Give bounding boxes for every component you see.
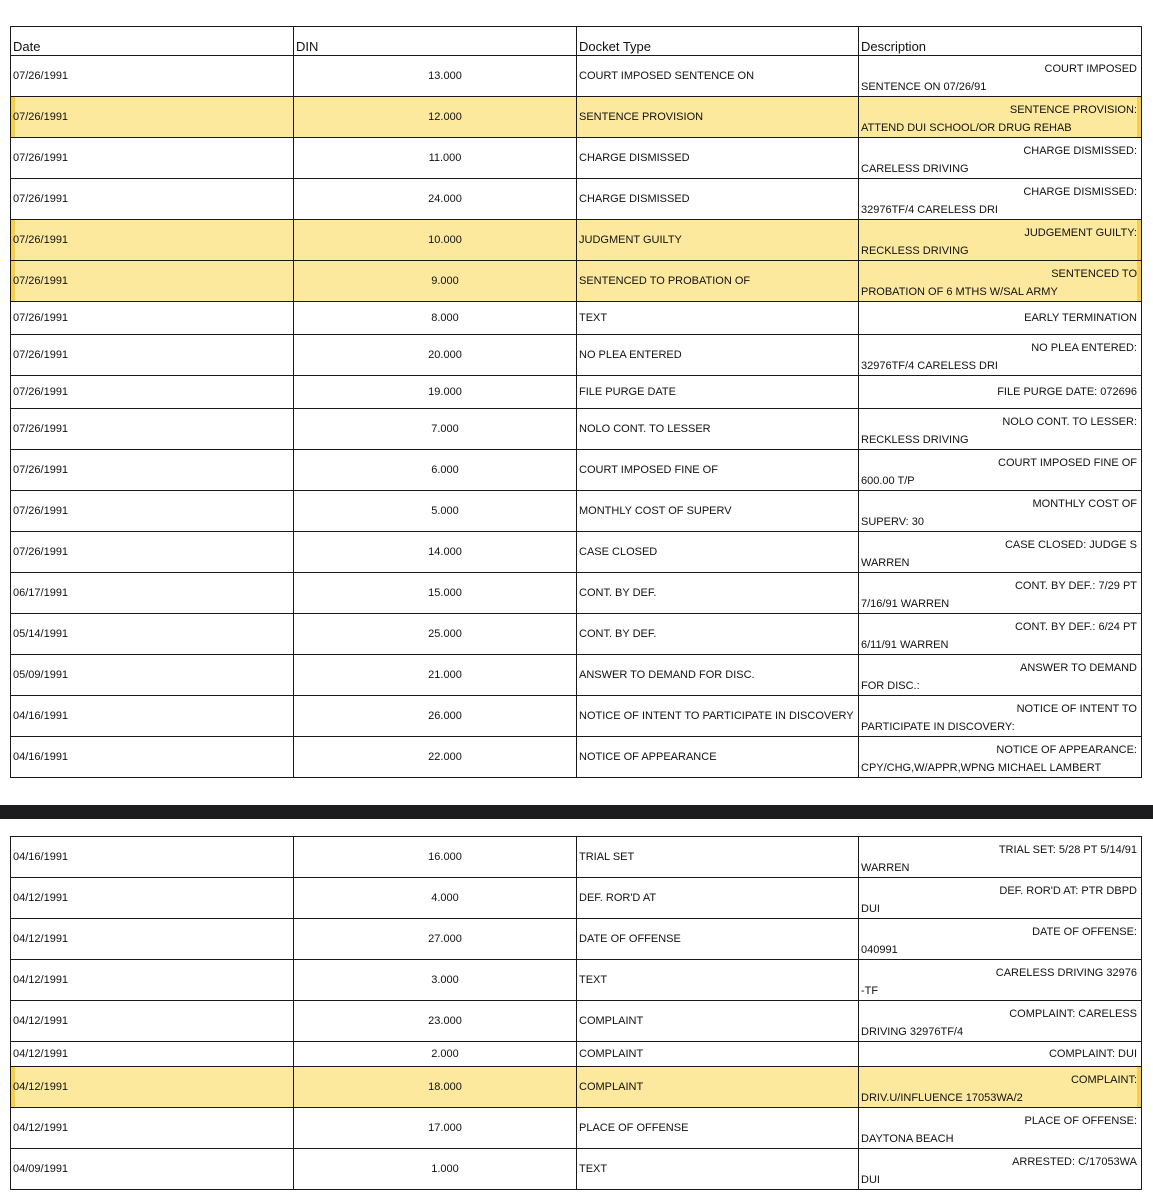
cell-description <box>859 1001 1142 1042</box>
cell-description <box>859 960 1142 1001</box>
cell-din: 4.000 <box>294 878 577 919</box>
cell-din: 3.000 <box>294 960 577 1001</box>
description-line-2: PARTICIPATE IN DISCOVERY: <box>861 721 1015 733</box>
cell-docket-type: COURT IMPOSED FINE OF <box>577 450 859 491</box>
table-row[interactable] <box>11 450 1142 491</box>
cell-docket-type: CHARGE DISMISSED <box>577 138 859 179</box>
cell-date: 04/12/1991 <box>11 960 294 1001</box>
description-line-1: COURT IMPOSED <box>1044 63 1137 75</box>
description-line-2: 32976TF/4 CARELESS DRI <box>861 204 998 216</box>
description-line-1: FILE PURGE DATE: 072696 <box>997 386 1137 398</box>
docket-table-page-2 <box>10 836 1141 1190</box>
cell-docket-type: COMPLAINT <box>577 1067 859 1108</box>
cell-description <box>859 220 1142 261</box>
description-line-2: WARREN <box>861 557 910 569</box>
description-line-2: DAYTONA BEACH <box>861 1133 954 1145</box>
table-body <box>11 837 1142 1190</box>
cell-din: 9.000 <box>294 261 577 302</box>
cell-din: 6.000 <box>294 450 577 491</box>
cell-description <box>859 376 1142 409</box>
cell-date: 07/26/1991 <box>11 302 294 335</box>
cell-date: 07/26/1991 <box>11 56 294 97</box>
description-line-2: 32976TF/4 CARELESS DRI <box>861 360 998 372</box>
description-line-1: SENTENCE PROVISION: <box>1009 104 1137 116</box>
cell-docket-type: NO PLEA ENTERED <box>577 335 859 376</box>
table-row[interactable] <box>11 1001 1142 1042</box>
cell-date: 06/17/1991 <box>11 573 294 614</box>
description-line-1: COURT IMPOSED FINE OF <box>998 457 1137 469</box>
cell-din: 27.000 <box>294 919 577 960</box>
cell-din: 21.000 <box>294 655 577 696</box>
cell-description <box>859 1042 1142 1067</box>
table-row[interactable] <box>11 1108 1142 1149</box>
cell-date: 04/16/1991 <box>11 737 294 778</box>
cell-date: 07/26/1991 <box>11 335 294 376</box>
cell-docket-type: CONT. BY DEF. <box>577 614 859 655</box>
cell-description <box>859 450 1142 491</box>
header-din[interactable]: DIN <box>294 27 577 56</box>
cell-date: 05/14/1991 <box>11 614 294 655</box>
cell-description <box>859 491 1142 532</box>
cell-docket-type: COMPLAINT <box>577 1042 859 1067</box>
cell-din: 16.000 <box>294 837 577 878</box>
cell-docket-type: CHARGE DISMISSED <box>577 179 859 220</box>
description-line-2: SUPERV: 30 <box>861 516 924 528</box>
cell-din: 24.000 <box>294 179 577 220</box>
cell-description <box>859 138 1142 179</box>
cell-din: 2.000 <box>294 1042 577 1067</box>
description-line-1: CONT. BY DEF.: 6/24 PT <box>1014 621 1137 633</box>
description-line-1: CARELESS DRIVING 32976 <box>995 967 1137 979</box>
cell-din: 20.000 <box>294 335 577 376</box>
table-row[interactable] <box>11 376 1142 409</box>
table-header-row <box>11 27 1142 56</box>
cell-date: 04/12/1991 <box>11 1042 294 1067</box>
cell-date: 04/12/1991 <box>11 1108 294 1149</box>
description-line-1: DEF. ROR'D AT: PTR DBPD <box>999 885 1137 897</box>
docket-table-page-1 <box>10 26 1141 778</box>
cell-din: 25.000 <box>294 614 577 655</box>
description-line-1: COMPLAINT: CARELESS <box>1009 1008 1137 1020</box>
cell-din: 1.000 <box>294 1149 577 1190</box>
cell-docket-type: SENTENCED TO PROBATION OF <box>577 261 859 302</box>
description-line-1: ARRESTED: C/17053WA <box>1012 1156 1137 1168</box>
description-line-1: COMPLAINT: DUI <box>1048 1048 1137 1060</box>
cell-din: 15.000 <box>294 573 577 614</box>
table-row[interactable] <box>11 737 1142 778</box>
cell-description <box>859 335 1142 376</box>
cell-din: 5.000 <box>294 491 577 532</box>
description-line-2: 6/11/91 WARREN <box>861 639 949 651</box>
cell-description <box>859 409 1142 450</box>
description-line-2: DUI <box>861 1174 880 1186</box>
description-line-2: DUI <box>861 903 880 915</box>
docket-table <box>10 26 1142 778</box>
description-line-2: PROBATION OF 6 MTHS W/SAL ARMY <box>861 286 1058 298</box>
cell-docket-type: CONT. BY DEF. <box>577 573 859 614</box>
description-line-2: -TF <box>861 985 879 997</box>
description-line-1: TRIAL SET: 5/28 PT 5/14/91 <box>998 844 1137 856</box>
description-line-1: CHARGE DISMISSED: <box>1023 186 1137 198</box>
cell-description <box>859 614 1142 655</box>
table-row[interactable] <box>11 1149 1142 1190</box>
description-line-1: CHARGE DISMISSED: <box>1023 145 1137 157</box>
table-row[interactable] <box>11 696 1142 737</box>
description-line-1: NOLO CONT. TO LESSER: <box>1002 416 1137 428</box>
description-line-2: WARREN <box>861 862 910 874</box>
description-line-2: DRIVING 32976TF/4 <box>861 1026 964 1038</box>
cell-din: 18.000 <box>294 1067 577 1108</box>
description-line-1: PLACE OF OFFENSE: <box>1024 1115 1137 1127</box>
cell-description <box>859 837 1142 878</box>
cell-description <box>859 655 1142 696</box>
cell-date: 05/09/1991 <box>11 655 294 696</box>
cell-din: 13.000 <box>294 56 577 97</box>
cell-description <box>859 302 1142 335</box>
cell-date: 07/26/1991 <box>11 376 294 409</box>
table-row[interactable] <box>11 878 1142 919</box>
description-line-1: NO PLEA ENTERED: <box>1031 342 1137 354</box>
page-divider <box>0 805 1153 819</box>
cell-date: 07/26/1991 <box>11 97 294 138</box>
description-line-2: RECKLESS DRIVING <box>861 245 969 257</box>
cell-date: 04/12/1991 <box>11 1067 294 1108</box>
table-body <box>11 56 1142 778</box>
cell-docket-type: DATE OF OFFENSE <box>577 919 859 960</box>
cell-din: 14.000 <box>294 532 577 573</box>
cell-docket-type: SENTENCE PROVISION <box>577 97 859 138</box>
cell-din: 10.000 <box>294 220 577 261</box>
cell-docket-type: FILE PURGE DATE <box>577 376 859 409</box>
cell-din: 8.000 <box>294 302 577 335</box>
description-line-1: COMPLAINT: <box>1070 1074 1137 1086</box>
table-row[interactable] <box>11 837 1142 878</box>
description-line-2: RECKLESS DRIVING <box>861 434 969 446</box>
table-row[interactable] <box>11 960 1142 1001</box>
description-line-1: JUDGEMENT GUILTY: <box>1024 227 1137 239</box>
cell-din: 19.000 <box>294 376 577 409</box>
cell-docket-type: COURT IMPOSED SENTENCE ON <box>577 56 859 97</box>
table-row[interactable] <box>11 409 1142 450</box>
cell-date: 07/26/1991 <box>11 491 294 532</box>
cell-docket-type: NOTICE OF INTENT TO PARTICIPATE IN DISCOVERY <box>577 696 859 737</box>
table-row[interactable] <box>11 302 1142 335</box>
docket-table <box>10 836 1142 1190</box>
cell-date: 07/26/1991 <box>11 409 294 450</box>
cell-date: 04/12/1991 <box>11 1001 294 1042</box>
cell-date: 07/26/1991 <box>11 532 294 573</box>
cell-din: 23.000 <box>294 1001 577 1042</box>
description-line-1: SENTENCED TO <box>1051 268 1137 280</box>
cell-docket-type: JUDGMENT GUILTY <box>577 220 859 261</box>
table-row[interactable] <box>11 97 1142 138</box>
cell-din: 11.000 <box>294 138 577 179</box>
header-description[interactable]: Description <box>859 27 1142 56</box>
cell-docket-type: PLACE OF OFFENSE <box>577 1108 859 1149</box>
description-line-2: 7/16/91 WARREN <box>861 598 950 610</box>
description-line-2: CARELESS DRIVING <box>861 163 969 175</box>
cell-description <box>859 1149 1142 1190</box>
table-row[interactable] <box>11 655 1142 696</box>
cell-docket-type: COMPLAINT <box>577 1001 859 1042</box>
description-line-1: DATE OF OFFENSE: <box>1032 926 1137 938</box>
description-line-1: EARLY TERMINATION <box>1024 312 1137 324</box>
cell-docket-type: CASE CLOSED <box>577 532 859 573</box>
table-row[interactable] <box>11 532 1142 573</box>
description-line-2: DRIV.U/INFLUENCE 17053WA/2 <box>861 1092 1023 1104</box>
table-row[interactable] <box>11 1067 1142 1108</box>
header-docket-type[interactable]: Docket Type <box>577 27 859 56</box>
description-line-2: 600.00 T/P <box>861 475 915 487</box>
table-row[interactable] <box>11 573 1142 614</box>
description-line-2: ATTEND DUI SCHOOL/OR DRUG REHAB <box>861 122 1072 134</box>
table-row[interactable] <box>11 138 1142 179</box>
cell-date: 04/09/1991 <box>11 1149 294 1190</box>
cell-docket-type: TEXT <box>577 960 859 1001</box>
cell-description <box>859 532 1142 573</box>
description-line-2: 040991 <box>861 944 898 956</box>
cell-description <box>859 179 1142 220</box>
table-row[interactable] <box>11 614 1142 655</box>
cell-docket-type: NOTICE OF APPEARANCE <box>577 737 859 778</box>
description-line-1: NOTICE OF APPEARANCE: <box>996 744 1137 756</box>
cell-description <box>859 1108 1142 1149</box>
description-line-2: SENTENCE ON 07/26/91 <box>861 81 987 93</box>
description-line-1: CONT. BY DEF.: 7/29 PT <box>1014 580 1137 592</box>
cell-date: 07/26/1991 <box>11 179 294 220</box>
cell-din: 17.000 <box>294 1108 577 1149</box>
table-row[interactable] <box>11 261 1142 302</box>
cell-din: 26.000 <box>294 696 577 737</box>
table-row[interactable] <box>11 56 1142 97</box>
cell-docket-type: TEXT <box>577 302 859 335</box>
cell-date: 04/12/1991 <box>11 919 294 960</box>
header-date[interactable]: Date <box>11 27 294 56</box>
table-row[interactable] <box>11 220 1142 261</box>
cell-description <box>859 878 1142 919</box>
cell-date: 07/26/1991 <box>11 138 294 179</box>
table-row[interactable] <box>11 919 1142 960</box>
table-row[interactable] <box>11 491 1142 532</box>
cell-docket-type: ANSWER TO DEMAND FOR DISC. <box>577 655 859 696</box>
description-line-1: CASE CLOSED: JUDGE S <box>1004 539 1137 551</box>
cell-description <box>859 1067 1142 1108</box>
cell-description <box>859 56 1142 97</box>
cell-description <box>859 97 1142 138</box>
cell-docket-type: TRIAL SET <box>577 837 859 878</box>
description-line-1: NOTICE OF INTENT TO <box>1016 703 1137 715</box>
cell-docket-type: TEXT <box>577 1149 859 1190</box>
cell-date: 07/26/1991 <box>11 450 294 491</box>
table-row[interactable] <box>11 1042 1142 1067</box>
description-line-1: MONTHLY COST OF <box>1032 498 1137 510</box>
cell-date: 04/16/1991 <box>11 837 294 878</box>
table-row[interactable] <box>11 179 1142 220</box>
cell-date: 04/16/1991 <box>11 696 294 737</box>
cell-description <box>859 919 1142 960</box>
cell-date: 07/26/1991 <box>11 261 294 302</box>
cell-date: 07/26/1991 <box>11 220 294 261</box>
cell-docket-type: NOLO CONT. TO LESSER <box>577 409 859 450</box>
description-line-2: FOR DISC.: <box>861 680 920 692</box>
cell-din: 12.000 <box>294 97 577 138</box>
cell-description <box>859 737 1142 778</box>
cell-docket-type: DEF. ROR'D AT <box>577 878 859 919</box>
cell-date: 04/12/1991 <box>11 878 294 919</box>
cell-din: 22.000 <box>294 737 577 778</box>
cell-description <box>859 261 1142 302</box>
cell-din: 7.000 <box>294 409 577 450</box>
description-line-2: CPY/CHG,W/APPR,WPNG MICHAEL LAMBERT <box>861 762 1102 774</box>
cell-description <box>859 696 1142 737</box>
description-line-1: ANSWER TO DEMAND <box>1020 662 1137 674</box>
cell-docket-type: MONTHLY COST OF SUPERV <box>577 491 859 532</box>
table-row[interactable] <box>11 335 1142 376</box>
cell-description <box>859 573 1142 614</box>
